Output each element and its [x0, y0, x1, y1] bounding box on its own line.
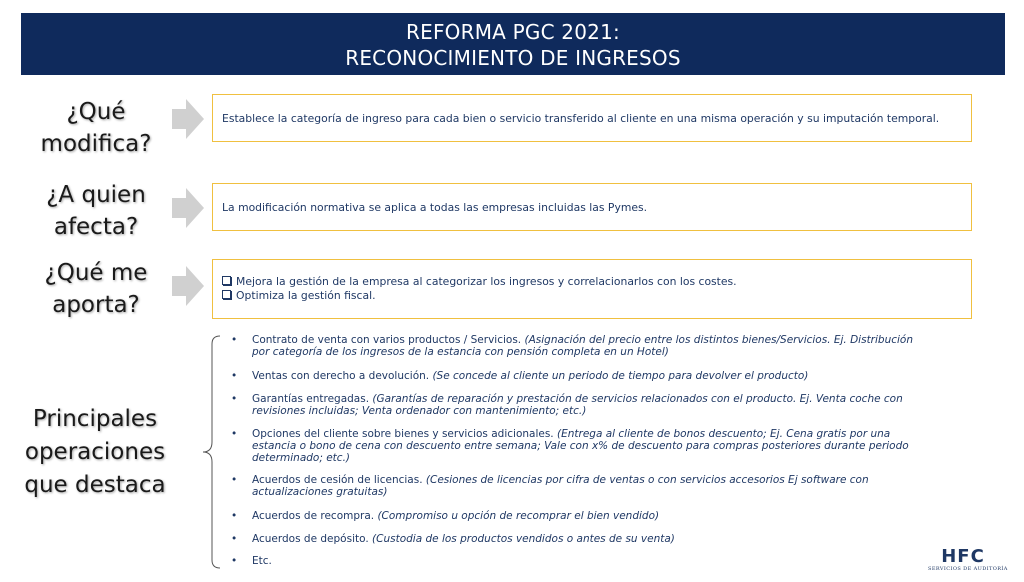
- operation-desc: (Compromiso u opción de recomprar el bien vendido): [377, 510, 660, 522]
- operation-desc: determinado; etc.): [252, 452, 351, 464]
- operation-title: Contrato de venta con varios productos / Servicios.: [252, 334, 522, 346]
- checkbox-bullet-icon: [222, 290, 231, 299]
- operation-title: Garantías entregadas.: [252, 393, 370, 405]
- answer-aporta-text: Optimiza la gestión fiscal.: [236, 289, 376, 302]
- bullet-icon: •: [231, 334, 238, 346]
- answer-modifica-text: Establece la categoría de ingreso para cada bien o servicio transferido al cliente en una misma operación y su imputación temporal.: [222, 111, 940, 125]
- bullet-icon: •: [231, 393, 238, 405]
- operation-desc: (Asignación del precio entre los distintos bienes/Servicios. Ej. Distribución: [524, 334, 914, 346]
- operation-title: Acuerdos de depósito.: [252, 533, 369, 545]
- question-operaciones-line1: Principales: [32, 406, 158, 432]
- answer-aporta-text: Mejora la gestión de la empresa al categorizar los ingresos y correlacionarlos con los costes.: [236, 275, 737, 288]
- bullet-icon: •: [231, 533, 238, 545]
- company-logo: [928, 546, 1008, 573]
- answer-aporta-item: [222, 275, 962, 289]
- bullet-icon: •: [231, 370, 238, 382]
- operation-item: [231, 393, 961, 417]
- operation-desc: (Se concede al cliente un periodo de tiempo para devolver el producto): [432, 370, 809, 382]
- checkbox-bullet-icon: [222, 276, 231, 285]
- right-arrow-icon: [172, 188, 204, 228]
- operation-desc: (Cesiones de licencias por cifra de ventas o con servicios accesorios Ej software con: [425, 474, 869, 486]
- operation-title: Opciones del cliente sobre bienes y servicios adicionales.: [252, 428, 554, 440]
- operation-item: [231, 428, 961, 464]
- question-aporta: [16, 257, 176, 321]
- question-afecta: [16, 179, 176, 243]
- answer-afecta-text: La modificación normativa se aplica a todas las empresas incluidas las Pymes.: [222, 200, 648, 214]
- question-aporta-line2: aporta?: [52, 292, 140, 318]
- question-aporta-line1: ¿Qué me: [44, 260, 148, 286]
- answer-box-aporta: [212, 259, 972, 319]
- operation-item: [231, 334, 961, 358]
- answer-box-modifica: [212, 94, 972, 142]
- operation-desc: por categoría de los ingresos de la estancia con pensión completa en un Hotel): [252, 346, 669, 358]
- bullet-icon: •: [231, 555, 238, 567]
- right-arrow-icon: [172, 99, 204, 139]
- operation-desc: revisiones incluidas; Venta ordenador con mantenimiento; etc.): [252, 405, 587, 417]
- slide-title-line2: RECONOCIMIENTO DE INGRESOS: [345, 46, 681, 70]
- slide-title-line1: REFORMA PGC 2021:: [406, 20, 620, 44]
- question-modifica-line2: modifica?: [40, 131, 152, 157]
- logo-mark: HFC: [941, 546, 985, 567]
- question-operaciones: [14, 403, 176, 502]
- logo-subtitle: SERVICIOS DE AUDITORÍA: [928, 566, 1008, 572]
- question-modifica-line1: ¿Qué: [66, 99, 126, 125]
- operation-item: [231, 533, 961, 545]
- question-modifica: [16, 96, 176, 160]
- question-operaciones-line2: operaciones: [24, 439, 166, 465]
- operation-item: [231, 555, 961, 567]
- question-afecta-line1: ¿A quien: [46, 182, 146, 208]
- left-brace-icon: [200, 334, 222, 570]
- operation-title: Acuerdos de recompra.: [252, 510, 375, 522]
- operation-item: [231, 474, 961, 498]
- operation-desc: (Entrega al cliente de bonos descuento; Ej. Cena gratis por una: [557, 428, 891, 440]
- operation-title: Acuerdos de cesión de licencias.: [252, 474, 423, 486]
- operation-desc: actualizaciones gratuitas): [252, 486, 388, 498]
- question-operaciones-line3: que destaca: [24, 472, 166, 498]
- bullet-icon: •: [231, 510, 238, 522]
- answer-box-afecta: [212, 183, 972, 231]
- bullet-icon: •: [231, 474, 238, 486]
- operation-title: Ventas con derecho a devolución.: [252, 370, 430, 382]
- question-afecta-line2: afecta?: [53, 214, 139, 240]
- bullet-icon: •: [231, 428, 238, 440]
- operation-item: [231, 510, 961, 522]
- operation-desc: estancia o bono de cena con descuento entre semana; Vale con x% de descuento para compras posteriores durante periodo: [252, 440, 909, 452]
- operation-item: [231, 370, 961, 382]
- answer-aporta-item: [222, 289, 962, 303]
- operation-title: Etc.: [252, 555, 272, 567]
- operation-desc: (Custodia de los productos vendidos o antes de su venta): [372, 533, 675, 545]
- right-arrow-icon: [172, 266, 204, 306]
- operation-desc: (Garantías de reparación y prestación de servicios relacionados con el producto. Ej. Venta coche con: [372, 393, 903, 405]
- slide-title: [21, 13, 1005, 75]
